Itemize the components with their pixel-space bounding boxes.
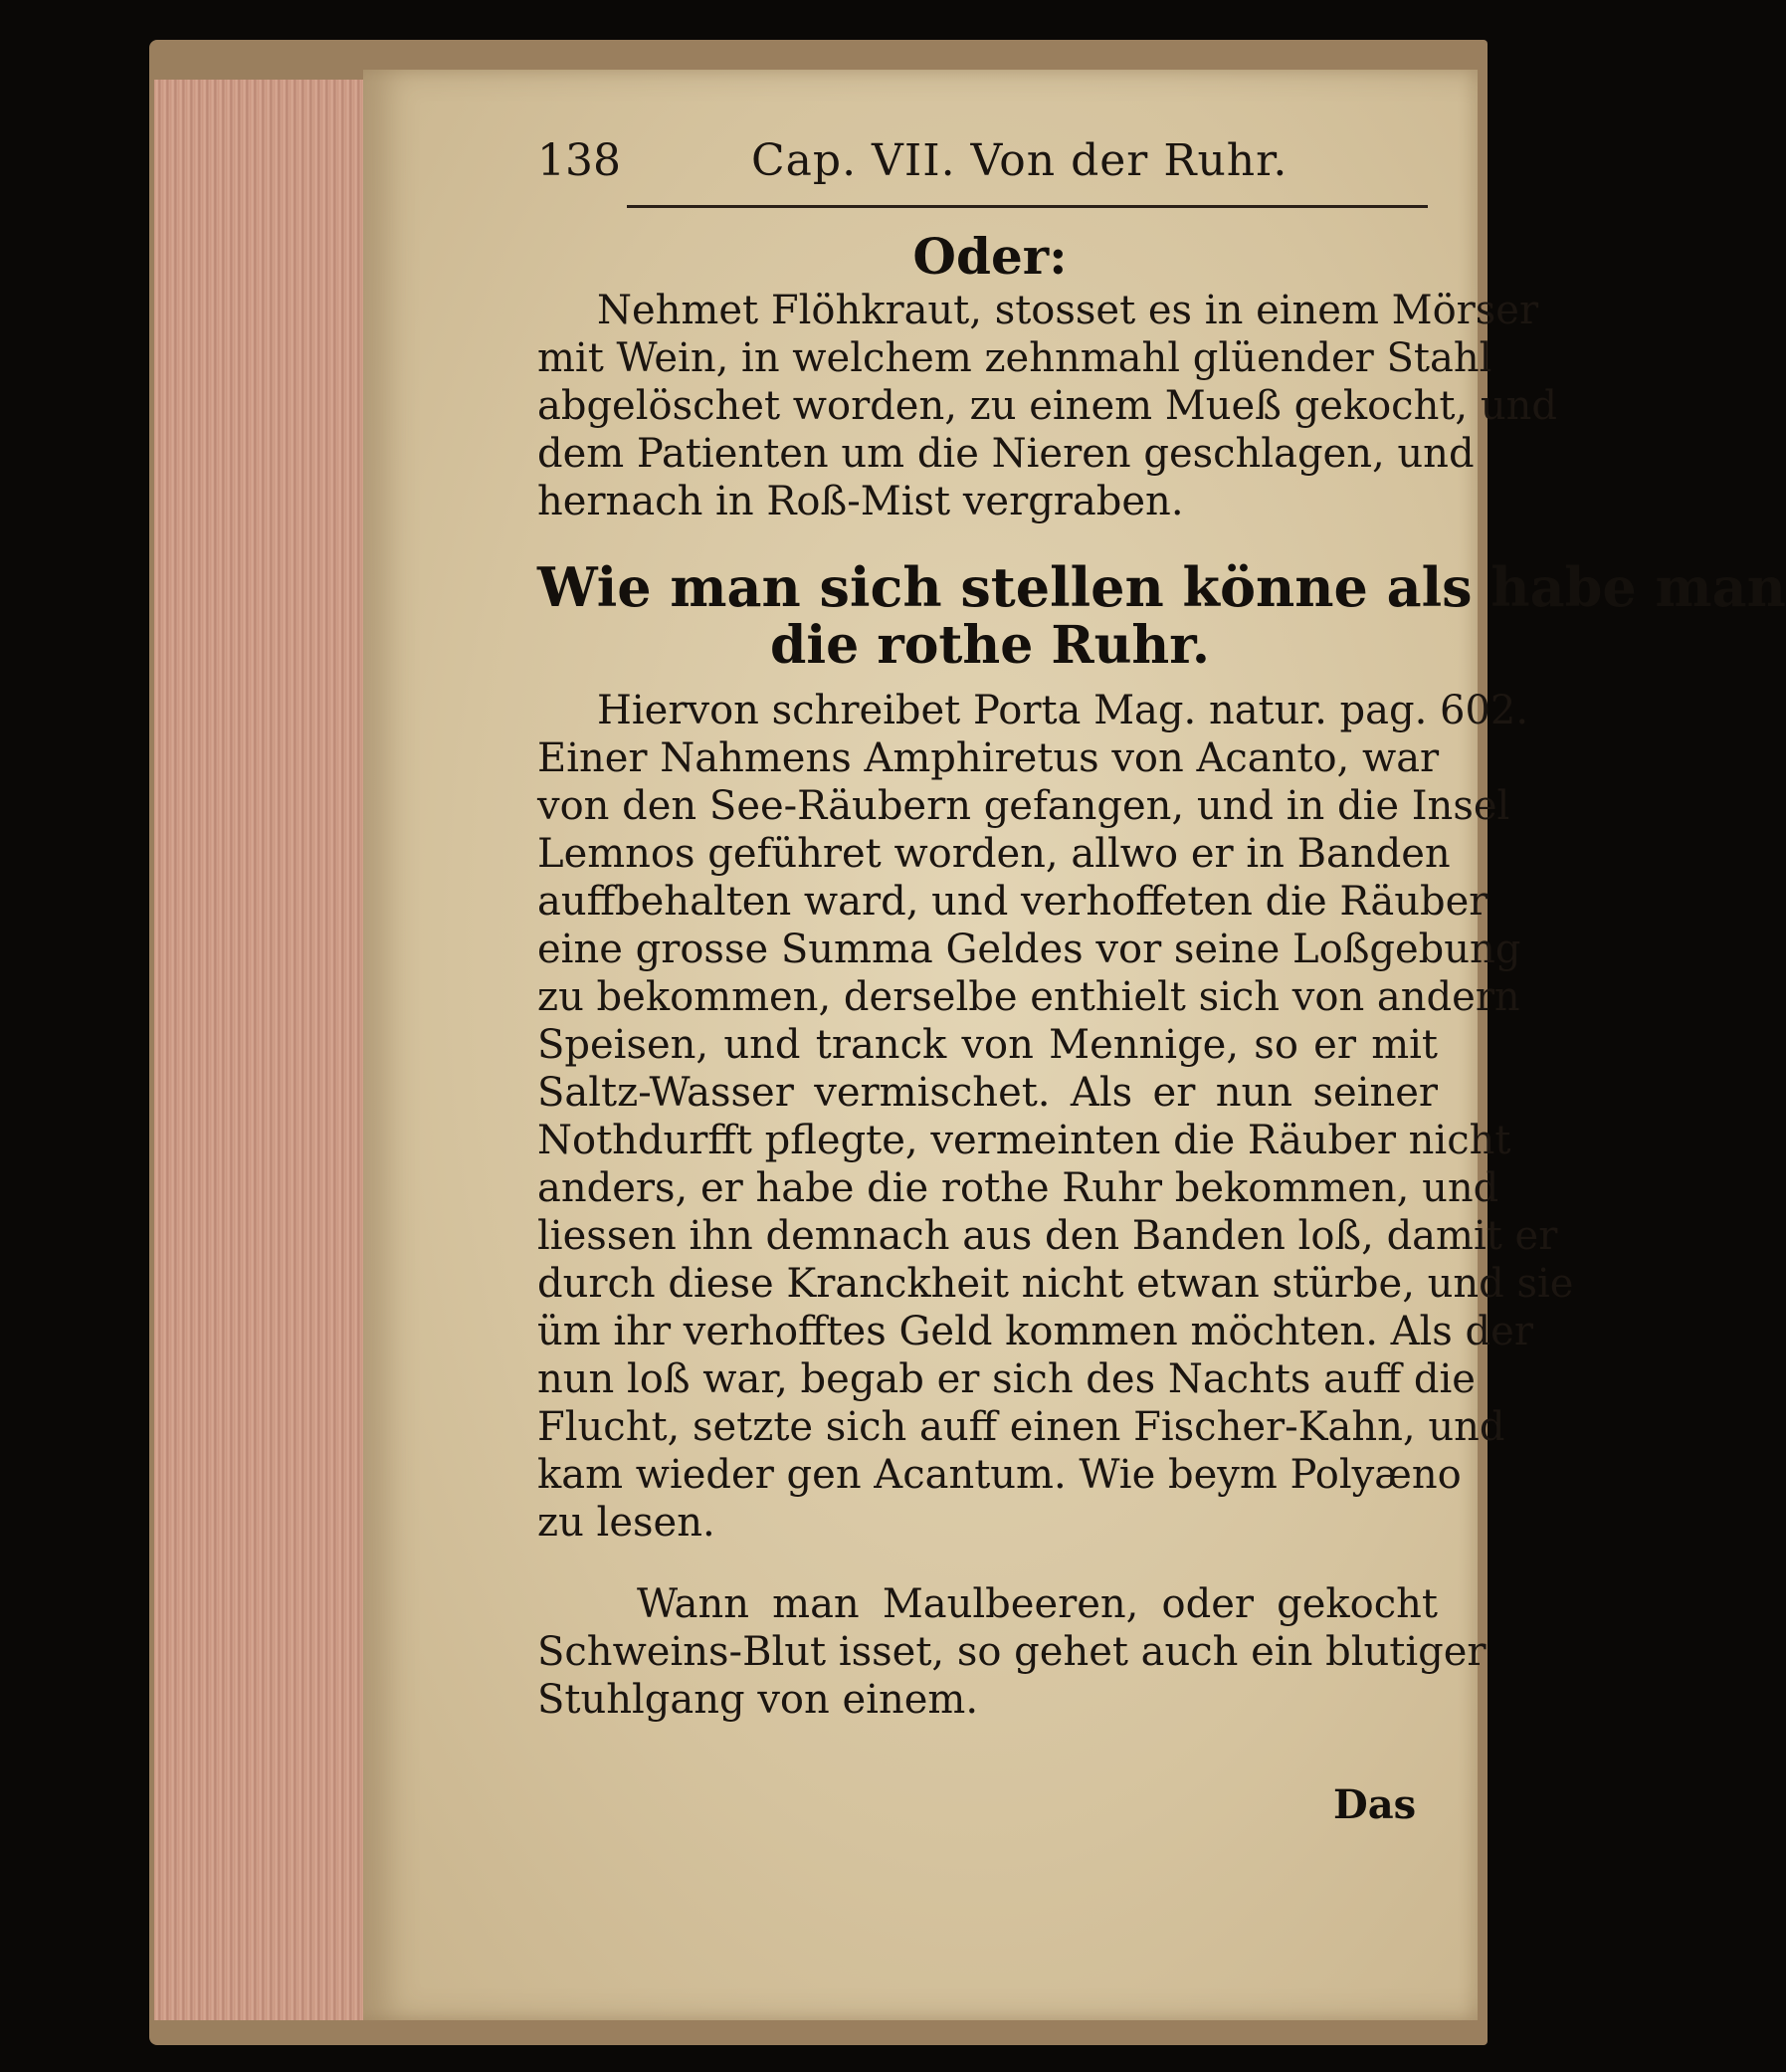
text-line: auffbehalten ward, und verhoffeten die Räuber: [537, 879, 1488, 925]
text-line: zu lesen.: [537, 1500, 715, 1546]
text-line: Flucht, setzte sich auff einen Fischer-Kahn, und: [537, 1404, 1505, 1450]
text-line: Stuhlgang von einem.: [537, 1677, 979, 1723]
page-number: 138: [537, 135, 621, 186]
text-line: nun loß war, begab er sich des Nachts auff die: [537, 1356, 1476, 1402]
text-line: Nehmet Flöhkraut, stosset es in einem Mörser: [597, 288, 1539, 333]
section-heading-line1: Wie man sich stellen könne als habe man: [537, 555, 1786, 619]
text-line: anders, er habe die rothe Ruhr bekommen, und: [537, 1165, 1499, 1211]
text-line: dem Patienten um die Nieren geschlagen, und: [537, 431, 1475, 477]
catchword: Das: [1333, 1781, 1417, 1828]
text-line: zu bekommen, derselbe enthielt sich von andern: [537, 974, 1520, 1020]
text-line: von den See-Räubern gefangen, und in die Insel: [537, 783, 1510, 829]
text-line: eine grosse Summa Geldes vor seine Loßgebung: [537, 927, 1521, 972]
text-line: Lemnos geführet worden, allwo er in Banden: [537, 831, 1451, 877]
running-head: Cap. VII. Von der Ruhr.: [751, 135, 1289, 186]
section-heading-line2: die rothe Ruhr.: [770, 615, 1210, 676]
text-line: Speisen, und tranck von Mennige, so er mit: [537, 1022, 1438, 1068]
text-line: Schweins-Blut isset, so gehet auch ein blutiger: [537, 1629, 1487, 1675]
text-line: liessen ihn demnach aus den Banden loß, damit er: [537, 1213, 1558, 1259]
text-line: durch diese Kranckheit nicht etwan stürbe, und sie: [537, 1261, 1574, 1307]
text-line: Wann man Maulbeeren, oder gekocht: [637, 1581, 1438, 1627]
page-edges: [154, 80, 366, 2020]
text-line: Hiervon schreibet Porta Mag. natur. pag. 602.: [597, 688, 1529, 733]
section-heading-oder: Oder:: [912, 227, 1068, 286]
text-line: Saltz-Wasser vermischet. Als er nun seiner: [537, 1070, 1438, 1116]
text-line: üm ihr verhofftes Geld kommen möchten. Als der: [537, 1309, 1533, 1354]
text-line: Einer Nahmens Amphiretus von Acanto, war: [537, 735, 1440, 781]
header-rule: [627, 205, 1428, 208]
text-line: kam wieder gen Acantum. Wie beym Polyæno: [537, 1452, 1462, 1498]
page-header: [537, 129, 1438, 191]
text-line: abgelöschet worden, zu einem Mueß gekocht, und: [537, 383, 1557, 429]
text-line: Nothdurfft pflegte, vermeinten die Räuber nicht: [537, 1118, 1511, 1163]
text-line: mit Wein, in welchem zehnmahl glüender Stahl: [537, 335, 1492, 381]
text-line: hernach in Roß-Mist vergraben.: [537, 479, 1184, 524]
